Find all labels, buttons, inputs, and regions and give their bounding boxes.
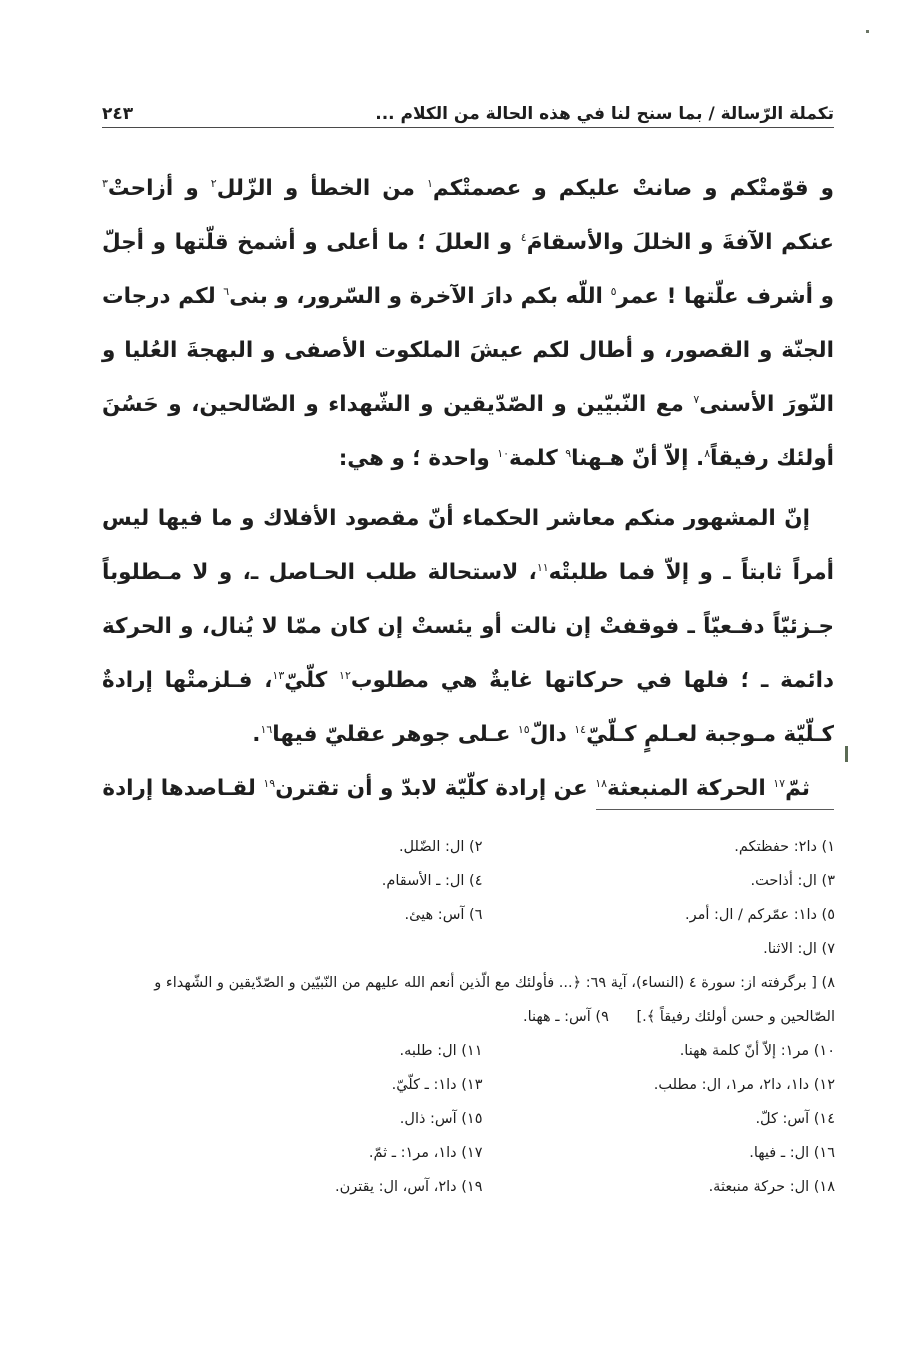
text-run: من الخطأ و الزّلل [216,176,427,201]
footnote: ١٥) آس: ذال. [399,1111,483,1127]
footnote: ٤) ال: ـ الأسقام. [381,873,483,889]
footnote: ٢) ال: الضّلل. [398,839,483,855]
footnote: ١٧) دا١، مر١: ـ ثمّ. [368,1145,483,1161]
footnote-ref[interactable]: ١ [426,176,433,190]
footnote-ref[interactable]: ١٧ [773,776,786,790]
footnote: ٥) دا١: عمّركم / ال: أمر. [684,907,835,923]
footnote-row [130,1136,835,1170]
footnote-row [130,864,835,898]
text-run: . إلاّ أنّ هـهنا [571,446,705,471]
footnote-ref[interactable]: ١٢ [339,668,351,682]
paragraph-3 [102,762,834,816]
footnote-ref[interactable]: ١٦ [260,722,273,736]
running-title: تكملة الرّسالة / بما سنح لنا في هذه الحالة من الكلام ... [375,104,834,124]
footnote [130,966,835,1034]
text-run: . [252,722,261,747]
text-run: واحدة ؛ و هي: [338,446,498,471]
footnote-row [130,1170,835,1204]
body-text [102,162,834,816]
text-run: و العللَ ؛ ما أعلى و أشمخ قلّتها و أجلّ و أشرف علّتها ! عمر [102,230,834,309]
footnote-row [130,1034,835,1068]
text-run: عنكم الآفةَ و الخللَ والأسقامَ [526,230,834,255]
text-run: عـلى جوهر عقليّ فيها [272,722,518,747]
footnote-ref[interactable]: ٦ [223,284,230,298]
footnote: ١٢) دا١، دا٢، مر١، ال: مطلب. [653,1077,835,1093]
text-run: لكم درجات الجنّة و القصور، و أطال لكم عيشَ الملكوت الأصفى و البهجةَ العُليا و النّورَ الأسنى [102,284,834,417]
footnote-ref[interactable]: ١٨ [595,776,608,790]
footnote-row [130,966,835,1034]
footnote-ref[interactable]: ٢ [210,176,217,190]
footnote-ref[interactable]: ١٣ [272,668,285,682]
footnote-ref[interactable]: ٥ [610,284,617,298]
footnote: ١٤) آس: كلّ. [755,1111,835,1127]
footnote-row [130,932,835,966]
text-run: ، فـلزمتْها إرادةٌ كـلّيّة مـوجبة لعـلمٍ كـلّيّ [102,668,834,747]
footnote: ٦) آس: هيئ. [404,907,483,923]
text-run: ثمّ [785,776,810,801]
margin-mark [845,746,848,762]
footnote-ref[interactable]: ١٩ [263,776,276,790]
footnote: ١٣) دا١: ـ كلّيّ. [391,1077,483,1093]
footnote: ٣) ال: أذاحت. [750,873,835,889]
footnote-separator [596,809,834,810]
footnotes [130,830,835,1204]
text-run: إنّ المشهور منكم معاشر الحكماء أنّ مقصود الأفلاك و ما فيها ليس أمراً ثابتاً ـ و إلاّ فما طلبتْه [102,506,834,585]
footnote: ١١) ال: طلبه. [399,1043,483,1059]
footnote-row [130,898,835,932]
footnote-ref[interactable]: ١٠ [497,446,510,460]
footnote: ١٨) ال: حركة منبعثة. [708,1179,835,1195]
page-number: ٢٤٣ [102,104,134,124]
footnote-ref[interactable]: ٣ [102,176,108,190]
text-run: الحركة المنبعثة [607,776,774,801]
footnote-ref[interactable]: ١٥ [517,722,530,736]
text-run: عن إرادة كلّيّة لابدّ و أن تقترن [275,776,596,801]
footnote-row [130,1102,835,1136]
text-run: لقـاصدها إرادة [102,776,264,801]
footnote-row [130,1068,835,1102]
footnote: ١٩) دا٢، آس، ال: يقترن. [334,1179,483,1195]
paragraph-2 [102,492,834,762]
footnote: ١٦) ال: ـ فيها. [749,1145,835,1161]
text-run: و أزاحتْ [107,176,211,201]
footnote: ١٠) مر١: إلاّ أنّ كلمة ههنا. [679,1043,835,1059]
footnote-ref[interactable]: ١١ [536,560,549,574]
footnote-text: ٨) [ برگرفته از: سورة ٤ (النساء)، آية ٦٩: ﴿... فأولئك مع الّذين أنعم الله عليهم من النّبيّين و الصّدّيقين و الشّهداء و الصّالحين و حسن أولئك رفيقاً ﴾.] [154,975,835,1025]
footnote-ref[interactable]: ٤ [520,230,527,244]
text-run: مع النّبيّين و الصّدّيقين و الشّهداء و الصّالحين، و حَسُنَ أولئك رفيقاً [102,392,834,471]
footnote-ref[interactable]: ٩ [565,446,572,460]
footnote-row [130,830,835,864]
text-run: ، لاستحالة طلب الحـاصل ـ، و لا مـطلوباً جـزئيّاً دفـعيّاً ـ فوقفتْ إن نالت أو يئستْ إن كان ممّا لا يُنال، و الحركة دائمة ـ ؛ فلها في حركاتها غايةٌ هي مطلوب [102,560,834,693]
paragraph-1 [102,162,834,486]
footnote-ref[interactable]: ٨ [704,446,711,460]
page-header [102,96,834,128]
scan-speck [866,30,869,33]
footnote-text: ٩) آس: ـ ههنا. [522,1009,609,1025]
text-run: كلمة [509,446,566,471]
text-run: و قوّمتْكم و صانتْ عليكم و عصمتْكم [432,176,834,201]
footnote-ref[interactable]: ١٤ [574,722,587,736]
footnote: ٧) ال: الاثنا. [763,941,835,957]
text-run: اللّه بكم دارَ الآخرة و السّرور، و بنى [229,284,611,309]
footnote-ref[interactable]: ٧ [693,392,700,406]
text-run: دالّ [529,722,575,747]
footnote: ١) دا٢: حفظتكم. [734,839,835,855]
text-run: كلّيّ [284,668,340,693]
